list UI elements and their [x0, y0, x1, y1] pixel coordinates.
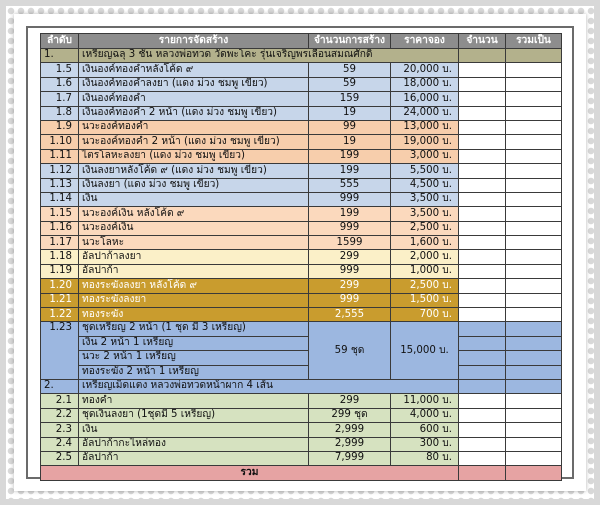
row-total — [506, 207, 562, 221]
row-total — [506, 221, 562, 235]
row-amount — [459, 250, 506, 264]
row-price: 300 บ. — [391, 437, 459, 451]
row-total — [506, 149, 562, 163]
price-table — [40, 33, 562, 481]
row-price: 2,500 บ. — [391, 221, 459, 235]
row-amount — [459, 92, 506, 106]
row-price: 600 บ. — [391, 423, 459, 437]
row-num: 2.5 — [41, 451, 79, 465]
row-total — [506, 279, 562, 293]
row-total — [506, 437, 562, 451]
row-item: ทองระฆัง — [79, 308, 309, 322]
row-amount — [459, 63, 506, 77]
row-amount — [459, 423, 506, 437]
table-row — [41, 394, 562, 408]
row-price: 1,600 บ. — [391, 236, 459, 250]
table-row — [41, 149, 562, 163]
row-item: เงิน — [79, 192, 309, 206]
row-item: ชุดเงินลงยา (1ชุดมี 5 เหรียญ) — [79, 408, 309, 422]
row-num: 1.13 — [41, 178, 79, 192]
row-num: 1.23 — [41, 322, 79, 380]
row-qty: 19 — [309, 135, 391, 149]
table-row — [41, 135, 562, 149]
row-num: 1.12 — [41, 164, 79, 178]
table-row — [41, 236, 562, 250]
table-row — [41, 63, 562, 77]
row-qty: 999 — [309, 264, 391, 278]
row-qty: 299 — [309, 279, 391, 293]
row-qty: 299 ชุด — [309, 408, 391, 422]
row-amount — [459, 293, 506, 307]
row-total — [506, 63, 562, 77]
row-item: นวะองค์ทองคำ 2 หน้า (แดง ม่วง ชมพู เขียว) — [79, 135, 309, 149]
row-price: 5,500 บ. — [391, 164, 459, 178]
section-title: เหรียญฉลุ 3 ชั้น หลวงพ่อทวด วัดพะโคะ รุ่นเจริญพรเลื่อนสมณศักดิ์ — [79, 49, 459, 63]
header-qty: จำนวนการสร้าง — [309, 34, 391, 49]
table-row — [41, 408, 562, 422]
row-total — [506, 106, 562, 120]
row-qty: 59 — [309, 77, 391, 91]
row-price: 2,000 บ. — [391, 250, 459, 264]
row-amount — [459, 164, 506, 178]
row-num: 1.8 — [41, 106, 79, 120]
section-row-2 — [41, 379, 562, 393]
table-row — [41, 207, 562, 221]
header-num: ลำดับ — [41, 34, 79, 49]
row-price: 4,000 บ. — [391, 408, 459, 422]
set-line: นวะ 2 หน้า 1 เหรียญ — [79, 351, 308, 365]
row-price: 2,500 บ. — [391, 279, 459, 293]
row-item: ทองระฆังลงยา หลังโค้ด ๙ — [79, 279, 309, 293]
row-price: 1,000 บ. — [391, 264, 459, 278]
row-total — [506, 250, 562, 264]
row-item: อัลปาก้า — [79, 451, 309, 465]
table-row — [41, 250, 562, 264]
row-price: 700 บ. — [391, 308, 459, 322]
table-row — [41, 178, 562, 192]
header-amount: จำนวน — [459, 34, 506, 49]
row-qty: 999 — [309, 293, 391, 307]
row-item: นวะองค์ทองคำ — [79, 120, 309, 134]
table-row — [41, 106, 562, 120]
row-qty: 99 — [309, 120, 391, 134]
row-total — [506, 451, 562, 465]
row-num: 1.7 — [41, 92, 79, 106]
row-qty: 159 — [309, 92, 391, 106]
row-num: 1.19 — [41, 264, 79, 278]
total-row — [41, 466, 562, 480]
row-price: 16,000 บ. — [391, 92, 459, 106]
row-num: 1.15 — [41, 207, 79, 221]
section-row-1 — [41, 49, 562, 63]
row-num: 1.22 — [41, 308, 79, 322]
row-total — [506, 178, 562, 192]
row-price: 20,000 บ. — [391, 63, 459, 77]
row-total — [506, 120, 562, 134]
row-qty: 7,999 — [309, 451, 391, 465]
section-num: 2. — [41, 379, 79, 393]
row-total — [506, 293, 562, 307]
row-item: นวะโลหะ — [79, 236, 309, 250]
row-num: 2.4 — [41, 437, 79, 451]
set-line: เงิน 2 หน้า 1 เหรียญ — [79, 337, 308, 351]
row-item: นวะองค์เงิน หลังโค้ด ๙ — [79, 207, 309, 221]
row-num: 1.11 — [41, 149, 79, 163]
row-price: 4,500 บ. — [391, 178, 459, 192]
row-num: 1.17 — [41, 236, 79, 250]
row-amount — [459, 149, 506, 163]
row-num: 1.14 — [41, 192, 79, 206]
row-price: 1,500 บ. — [391, 293, 459, 307]
row-qty: 1599 — [309, 236, 391, 250]
row-amount — [459, 451, 506, 465]
set-line: ชุดเหรียญ 2 หน้า (1 ชุด มี 3 เหรียญ) — [79, 322, 308, 336]
row-total — [506, 308, 562, 322]
set-row — [41, 322, 562, 380]
table-row — [41, 423, 562, 437]
table-row — [41, 164, 562, 178]
row-total — [506, 394, 562, 408]
header-total: รวมเป็น — [506, 34, 562, 49]
row-qty: 2,999 — [309, 423, 391, 437]
row-qty: 299 — [309, 250, 391, 264]
table-row — [41, 120, 562, 134]
table-row — [41, 451, 562, 465]
row-qty: 999 — [309, 192, 391, 206]
row-item: อัลปาก้า — [79, 264, 309, 278]
row-amount — [459, 120, 506, 134]
row-num: 2.2 — [41, 408, 79, 422]
row-item: เงินองค์ทองคำหลังโค้ด ๙ — [79, 63, 309, 77]
row-item: เงินองค์ทองคำลงยา (แดง ม่วง ชมพู เขียว) — [79, 77, 309, 91]
row-item: อัลปาก้าลงยา — [79, 250, 309, 264]
row-price: 3,500 บ. — [391, 192, 459, 206]
row-qty: 2,555 — [309, 308, 391, 322]
section-num: 1. — [41, 49, 79, 63]
table-row — [41, 192, 562, 206]
row-qty: 199 — [309, 164, 391, 178]
row-num: 1.6 — [41, 77, 79, 91]
row-num: 1.21 — [41, 293, 79, 307]
row-price: 3,500 บ. — [391, 207, 459, 221]
row-num: 2.3 — [41, 423, 79, 437]
row-num: 1.18 — [41, 250, 79, 264]
row-amount — [459, 437, 506, 451]
row-amount — [459, 394, 506, 408]
row-qty: 299 — [309, 394, 391, 408]
row-item: ไตรโลหะลงยา (แดง ม่วง ชมพู เขียว) — [79, 149, 309, 163]
table-row — [41, 264, 562, 278]
row-item: อัลปาก้ากะไหล่ทอง — [79, 437, 309, 451]
row-amount — [459, 135, 506, 149]
row-price: 19,000 บ. — [391, 135, 459, 149]
row-total — [506, 192, 562, 206]
row-item: เงิน — [79, 423, 309, 437]
row-item: นวะองค์เงิน — [79, 221, 309, 235]
row-price: 80 บ. — [391, 451, 459, 465]
row-total — [506, 77, 562, 91]
row-amount — [459, 207, 506, 221]
row-total — [506, 408, 562, 422]
header-price: ราคาจอง — [391, 34, 459, 49]
row-amount — [459, 221, 506, 235]
row-num: 1.20 — [41, 279, 79, 293]
row-num: 1.9 — [41, 120, 79, 134]
row-num: 1.5 — [41, 63, 79, 77]
row-num: 1.16 — [41, 221, 79, 235]
row-amount — [459, 408, 506, 422]
table-row — [41, 308, 562, 322]
row-item: เงินลงยา (แดง ม่วง ชมพู เขียว) — [79, 178, 309, 192]
row-total — [506, 164, 562, 178]
row-qty: 19 — [309, 106, 391, 120]
row-item: เงินองค์ทองคำ — [79, 92, 309, 106]
row-qty: 555 — [309, 178, 391, 192]
row-price: 3,000 บ. — [391, 149, 459, 163]
row-amount — [459, 77, 506, 91]
row-total — [506, 236, 562, 250]
row-amount — [459, 279, 506, 293]
row-item: เงินลงยาหลังโค้ด ๙ (แดง ม่วง ชมพู เขียว) — [79, 164, 309, 178]
row-amount — [459, 236, 506, 250]
row-price: 13,000 บ. — [391, 120, 459, 134]
row-qty: 59 — [309, 63, 391, 77]
set-qty: 59 ชุด — [309, 322, 391, 380]
row-qty: 999 — [309, 221, 391, 235]
set-price: 15,000 บ. — [391, 322, 459, 380]
row-qty: 199 — [309, 149, 391, 163]
set-line: ทองระฆัง 2 หน้า 1 เหรียญ — [82, 365, 199, 377]
table-row — [41, 221, 562, 235]
row-price: 18,000 บ. — [391, 77, 459, 91]
row-item: เงินองค์ทองคำ 2 หน้า (แดง ม่วง ชมพู เขียว) — [79, 106, 309, 120]
table-row — [41, 92, 562, 106]
header-row — [41, 34, 562, 49]
total-label: รวม — [41, 466, 459, 480]
row-item: ทองคำ — [79, 394, 309, 408]
row-amount — [459, 192, 506, 206]
table-row — [41, 293, 562, 307]
row-qty: 199 — [309, 207, 391, 221]
row-total — [506, 92, 562, 106]
row-total — [506, 423, 562, 437]
row-amount — [459, 178, 506, 192]
row-price: 11,000 บ. — [391, 394, 459, 408]
row-price: 24,000 บ. — [391, 106, 459, 120]
row-item: ทองระฆังลงยา — [79, 293, 309, 307]
row-num: 1.10 — [41, 135, 79, 149]
row-amount — [459, 106, 506, 120]
header-item: รายการจัดสร้าง — [79, 34, 309, 49]
row-amount — [459, 264, 506, 278]
section-title: เหรียญเม็ดแตง หลวงพ่อทวดหน้าผาก 4 เส้น — [79, 379, 459, 393]
table-row — [41, 437, 562, 451]
table-row — [41, 77, 562, 91]
row-total — [506, 135, 562, 149]
row-num: 2.1 — [41, 394, 79, 408]
table-row — [41, 279, 562, 293]
row-total — [506, 264, 562, 278]
row-qty: 2,999 — [309, 437, 391, 451]
row-amount — [459, 308, 506, 322]
